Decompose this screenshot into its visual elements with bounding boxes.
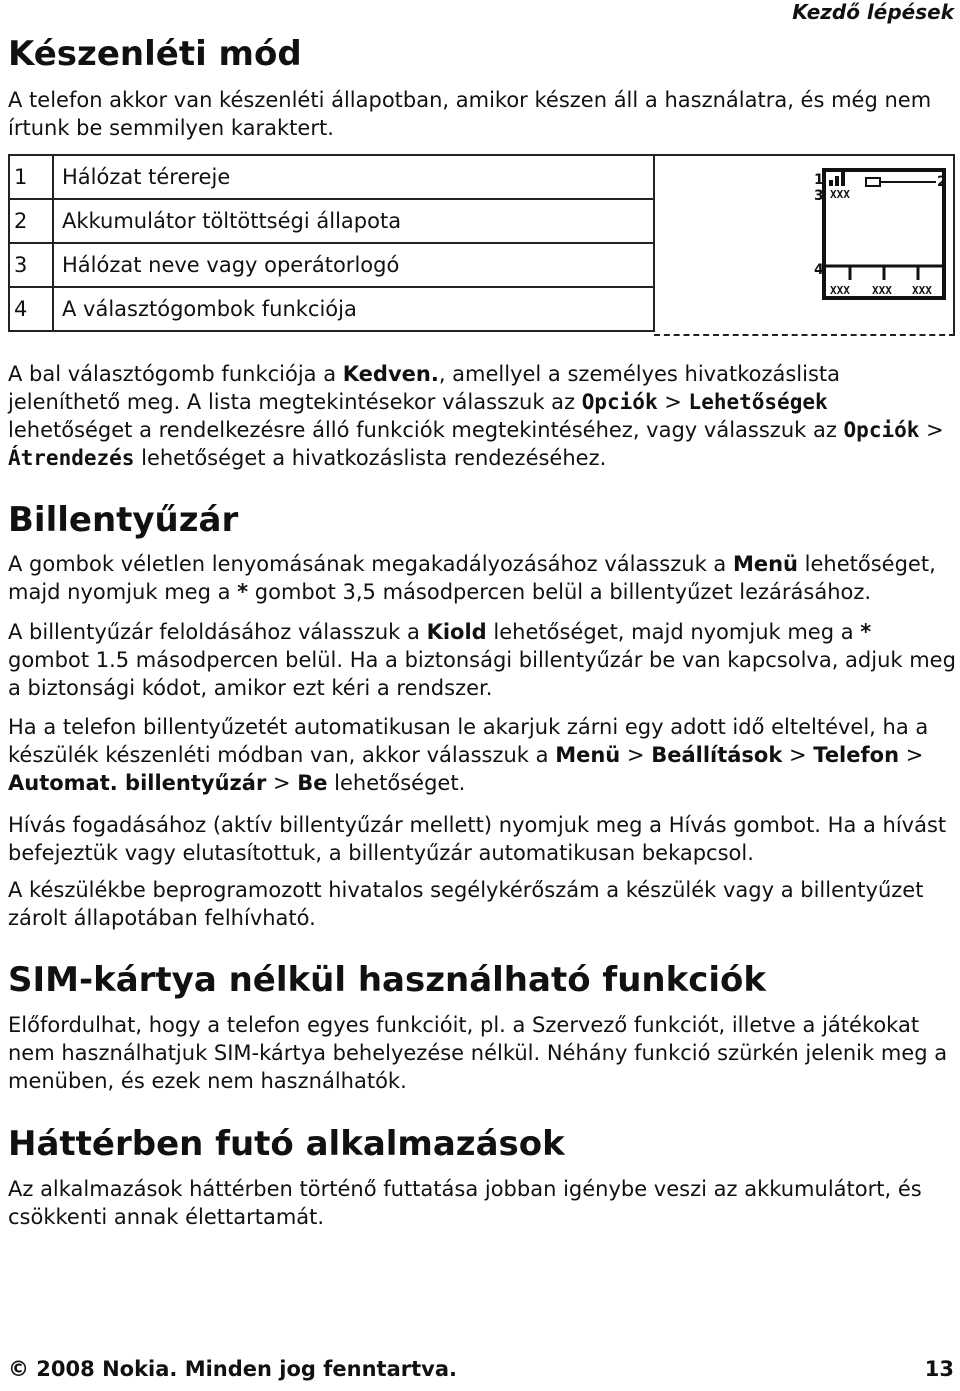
term-lehetosegek: Lehetőségek [688,390,828,414]
term-automat-billentyuzar: Automat. billentyűzár [8,771,267,795]
legend-label: A választógombok funkciója [53,287,654,331]
standby-figure-table [8,154,955,336]
legend-number: 1 [9,155,53,199]
legend-row [9,243,654,287]
keylock-paragraph-3: Ha a telefon billentyűzetét automatikusan le akarjuk zárni egy adott idő elteltével, ha a készülék készenléti módban van, akkor válasszuk a Menü > Beállítások > Telefon > Automat. billentyűzár > Be lehetőséget. [8,715,929,795]
legend-label: Hálózat térereje [53,155,654,199]
legend-label: Hálózat neve vagy operátorlogó [53,243,654,287]
term-be: Be [297,771,328,795]
section-title-background: Háttérben futó alkalmazások [8,1124,565,1164]
phone-display-figure [654,154,955,336]
footer-copyright: © 2008 Nokia. Minden jog fenntartva. [8,1357,457,1381]
term-menu: Menü [732,552,798,576]
keylock-paragraph-2: A billentyűzár feloldásához válasszuk a Kiold lehetőséget, majd nyomjuk meg a * gombot 1.5 másodpercen belül. Ha a biztonsági billentyűzár be van kapcsolva, adjuk meg a biztonsági kódot, amikor ezt kéri a rendszer. [8,620,956,700]
legend-row [9,287,654,331]
callout-number: 2 [937,174,947,190]
section-title-nosim: SIM-kártya nélkül használható funkciók [8,960,766,1000]
term-kiold: Kiold [426,620,487,644]
callout-number: 1 [814,172,824,188]
term-opciok: Opciók [843,418,920,442]
signal-strength-icon [829,172,845,186]
term-menu: Menü [555,743,621,767]
left-softkey-label: XXX [830,284,850,297]
legend-number: 4 [9,287,53,331]
term-opciok: Opciók [581,390,658,414]
section-title-standby: Készenléti mód [8,34,302,74]
nosim-paragraph: Előfordulhat, hogy a telefon egyes funkcióit, pl. a Szervező funkciót, illetve a játékokat nem használhatjuk SIM-kártya behelyezése nélkül. Néhány funkció szürkén jelenik meg a menüben, és ezek nem használhatók. [8,1013,948,1093]
term-star-key: * [237,580,249,604]
middle-softkey-label: XXX [872,284,892,297]
phone-standby-screen-illustration [654,156,951,334]
standby-intro: A telefon akkor van készenléti állapotban, amikor készen áll a használatra, és még nem írtunk be semmilyen karaktert. [8,88,932,140]
legend-row [9,199,654,243]
keylock-paragraph-1: A gombok véletlen lenyomásának megakadályozásához válasszuk a Menü lehetőséget, majd nyomjuk meg a * gombot 3,5 másodpercen belül a billentyűzet lezárásához. [8,552,936,604]
battery-icon [866,178,936,186]
operator-name-placeholder: XXX [830,188,850,201]
keylock-paragraph-4: Hívás fogadásához (aktív billentyűzár mellett) nyomjuk meg a Hívás gombot. Ha a hívást befejeztük vagy elutasítottuk, a billentyűzár automatikusan bekapcsol. [8,813,947,865]
keylock-paragraph-5: A készülékbe beprogramozott hivatalos segélykérőszám a készülék vagy a billentyűzet zárolt állapotában felhívható. [8,878,924,930]
callout-number: 4 [814,262,824,278]
page-number: 13 [924,1357,954,1381]
legend-label: Akkumulátor töltöttségi állapota [53,199,654,243]
background-paragraph: Az alkalmazások háttérben történő futtatása jobban igénybe veszi az akkumulátort, és csökkenti annak élettartamát. [8,1177,922,1229]
term-atrendezes: Átrendezés [8,446,135,470]
legend-row [9,155,654,199]
standby-paragraph: A bal választógomb funkciója a Kedven., amellyel a személyes hivatkozáslista jeleníthető meg. A lista megtekintésekor válasszuk az Opciók > Lehetőségek lehetőséget a rendelkezésre álló funkciók megtekintéséhez, vagy válasszuk az Opciók > Átrendezés lehetőséget a hivatkozáslista rendezéséhez. [8,362,944,470]
term-beallitasok: Beállítások [651,743,783,767]
running-header: Kezdő lépések [792,0,954,24]
callout-number: 3 [814,188,824,204]
legend-number: 2 [9,199,53,243]
legend-table [8,154,655,332]
legend-number: 3 [9,243,53,287]
term-telefon: Telefon [813,743,900,767]
term-star-key: * [860,620,872,644]
section-title-keylock: Billentyűzár [8,500,239,540]
term-kedven: Kedven. [342,362,439,386]
right-softkey-label: XXX [912,284,932,297]
